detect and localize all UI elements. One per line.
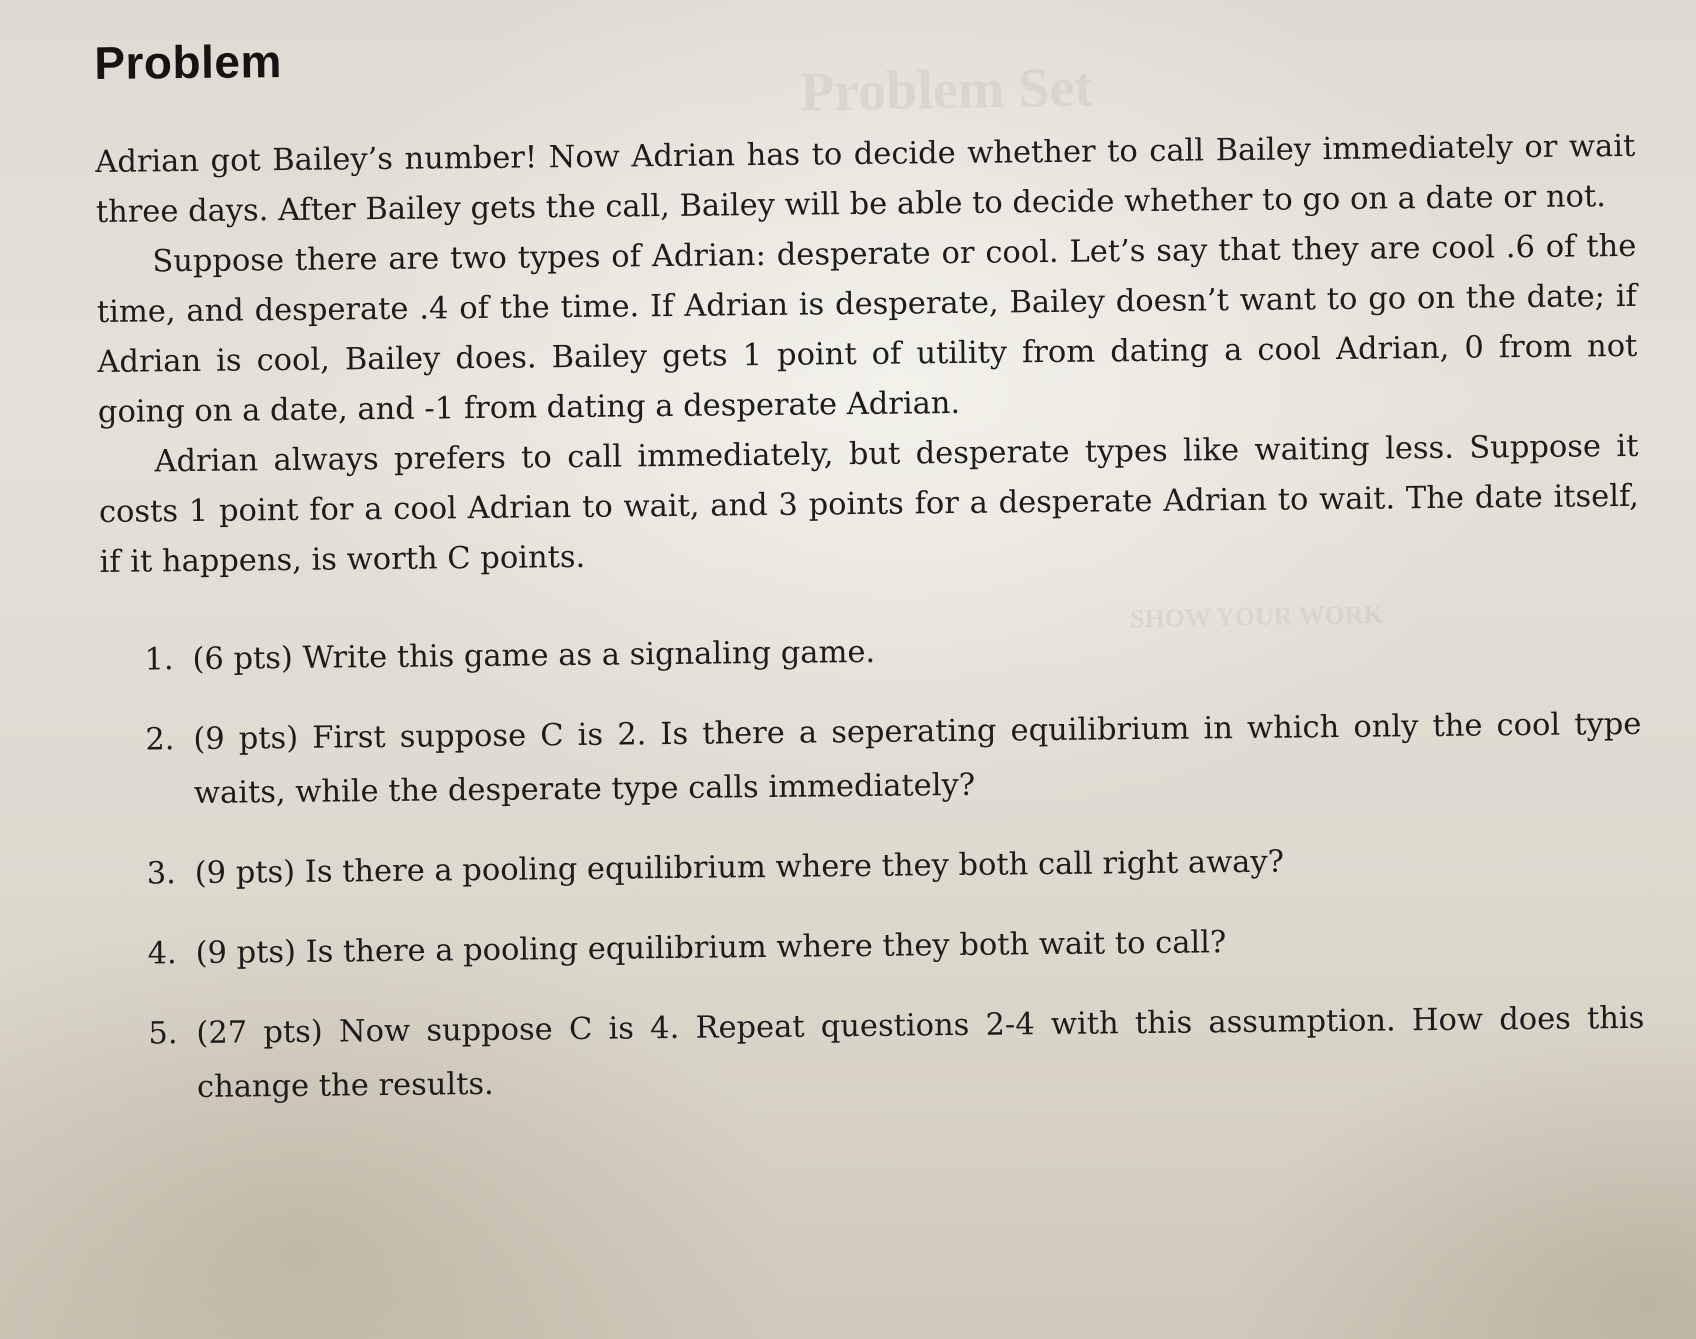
question-item — [148, 992, 1645, 1116]
question-item — [144, 618, 1640, 688]
show-through-note: SHOW YOUR WORK — [1129, 599, 1385, 634]
question-text: (9 pts) Is there a pooling equilibrium where they both call right away? — [194, 844, 1285, 891]
question-number: 5. — [148, 1016, 178, 1052]
show-through-heading: Problem Set — [799, 56, 1094, 124]
question-item — [145, 698, 1642, 822]
question-number: 3. — [146, 856, 177, 892]
problem-title: Problem — [94, 35, 283, 89]
types-paragraph: Suppose there are two types of Adrian: desperate or cool. Let’s say that they are cool .6 of the time, and desperate .4 of the time. If Adrian is desperate, Bailey doesn’t want to go on the date; if Adrian is cool, Bailey does. Bailey gets 1 point of utility from dating a cool Adrian, 0 from not going on a date, and -1 from dating a desperate Adrian. — [96, 228, 1638, 430]
question-text: (9 pts) Is there a pooling equilibrium where they both wait to call? — [195, 925, 1227, 971]
intro-paragraph: Adrian got Bailey’s number! Now Adrian has to decide whether to call Bailey immediately or wait three days. After Bailey gets the call, Bailey will be able to decide whether to go on a date or not. — [95, 128, 1636, 230]
question-text: (9 pts) First suppose C is 2. Is there a seperating equilibrium in which only the cool type waits, while the desperate type calls immediately? — [193, 706, 1642, 811]
question-item — [147, 912, 1643, 982]
question-item — [147, 832, 1643, 902]
question-text: (27 pts) Now suppose C is 4. Repeat questions 2-4 with this assumption. How does this change the results. — [196, 1000, 1645, 1105]
question-number: 1. — [144, 642, 174, 678]
costs-paragraph: Adrian always prefers to call immediately, but desperate types like waiting less. Suppose it costs 1 point for a cool Adrian to wait, and 3 points for a desperate Adrian to wait. The date itself, if it happens, is worth C points. — [98, 428, 1640, 580]
question-text: (6 pts) Write this game as a signaling game. — [192, 634, 876, 678]
problem-content — [94, 20, 1645, 1142]
question-number: 2. — [145, 722, 175, 758]
question-list — [100, 618, 1645, 1116]
question-number: 4. — [147, 936, 177, 972]
